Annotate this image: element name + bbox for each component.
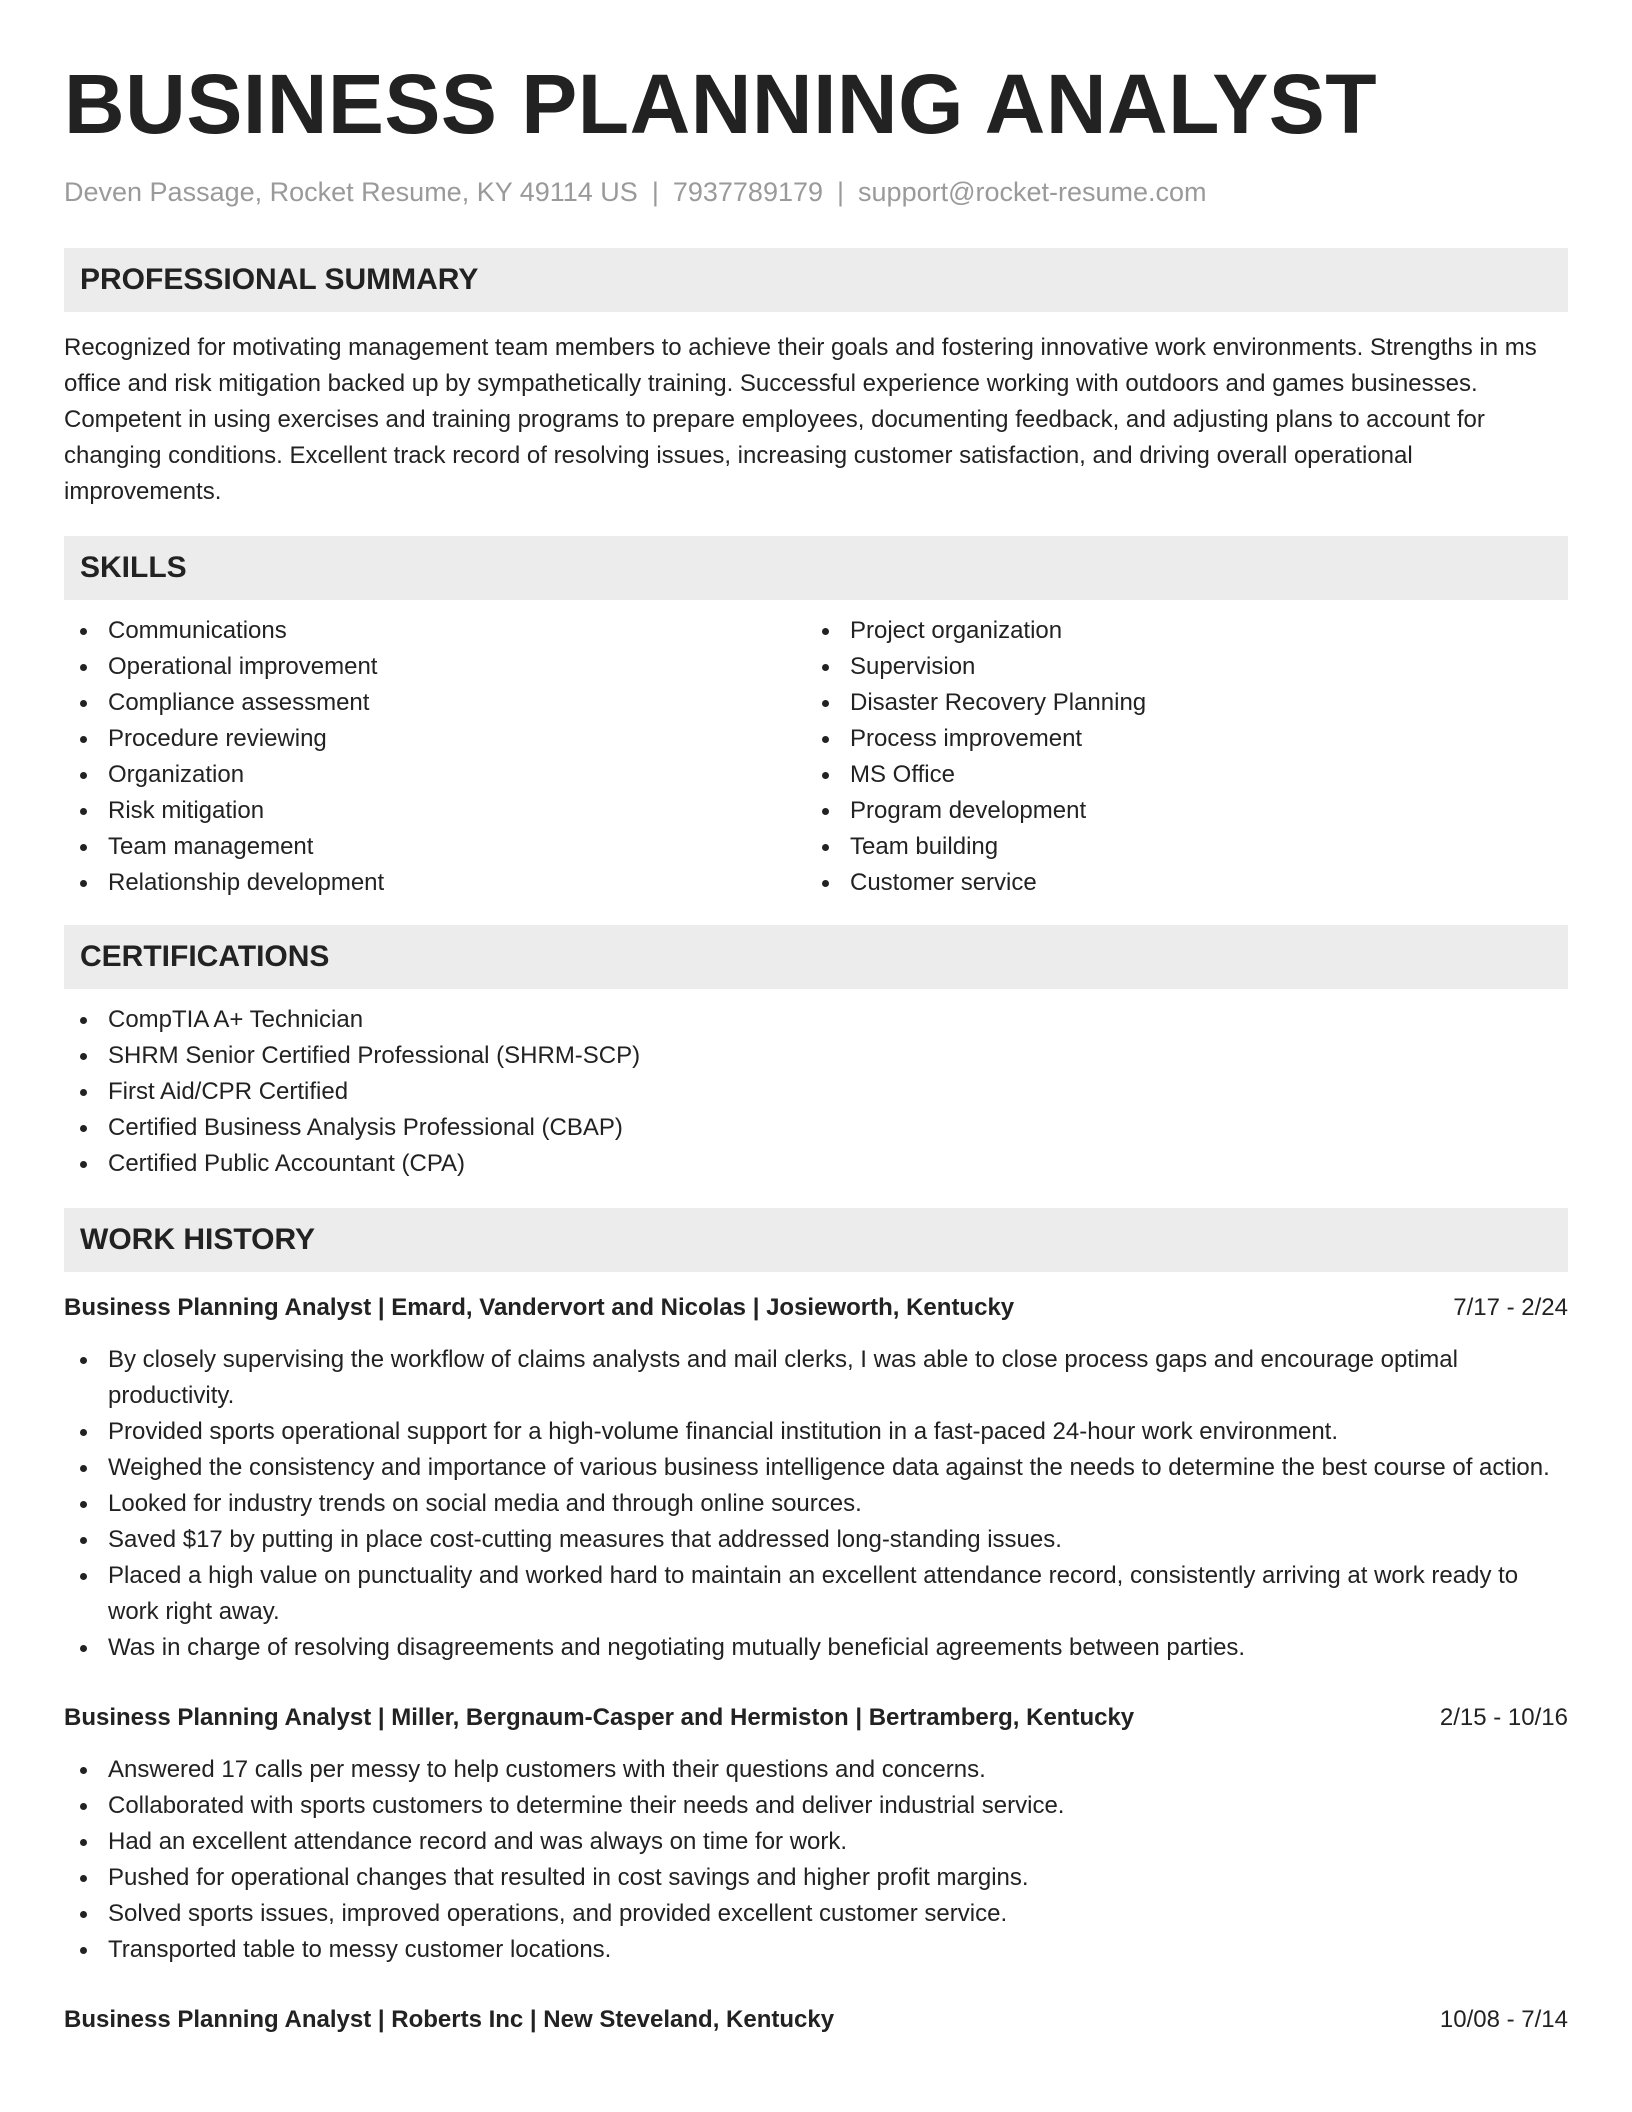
skills-list-right [806, 613, 1548, 901]
job-entry [64, 1700, 1568, 1968]
contact-email[interactable]: support@rocket-resume.com [858, 177, 1207, 207]
skill-item: Compliance assessment [64, 685, 806, 721]
job-bullet: Was in charge of resolving disagreements and negotiating mutually beneficial agreements between parties. [64, 1630, 1568, 1666]
contact-line [64, 174, 1568, 210]
job-bullet: Had an excellent attendance record and was always on time for work. [64, 1824, 1568, 1860]
job-bullet: Solved sports issues, improved operations, and provided excellent customer service. [64, 1896, 1568, 1932]
section-header-summary: PROFESSIONAL SUMMARY [64, 248, 1568, 312]
job-bullet: Collaborated with sports customers to determine their needs and deliver industrial service. [64, 1788, 1568, 1824]
job-dates: 10/08 - 7/14 [1439, 2006, 1568, 2033]
skill-item: Process improvement [806, 721, 1548, 757]
certification-item: First Aid/CPR Certified [64, 1074, 1568, 1110]
job-bullet: Weighed the consistency and importance of various business intelligence data against the needs to determine the best course of action. [64, 1450, 1568, 1486]
job-bullet: Provided sports operational support for a high-volume financial institution in a fast-paced 24-hour work environment. [64, 1414, 1568, 1450]
section-header-skills: SKILLS [64, 536, 1568, 600]
contact-separator: | [651, 177, 659, 207]
job-bullet: Looked for industry trends on social media and through online sources. [64, 1486, 1568, 1522]
job-bullet: Placed a high value on punctuality and worked hard to maintain an excellent attendance record, consistently arriving at work ready to work right away. [64, 1558, 1568, 1630]
skills-list-left [64, 613, 806, 901]
section-header-certifications: CERTIFICATIONS [64, 925, 1568, 989]
skills-grid [64, 613, 1568, 901]
job-bullets [64, 1342, 1568, 1666]
certifications-list [64, 1002, 1568, 1182]
skill-item: Team building [806, 829, 1548, 865]
skill-item: Organization [64, 757, 806, 793]
job-bullet: By closely supervising the workflow of claims analysts and mail clerks, I was able to close process gaps and encourage optimal productivity. [64, 1342, 1568, 1414]
certification-item: SHRM Senior Certified Professional (SHRM-SCP) [64, 1038, 1568, 1074]
certification-item: CompTIA A+ Technician [64, 1002, 1568, 1038]
skill-item: Risk mitigation [64, 793, 806, 829]
job-header [64, 2002, 1568, 2038]
skill-item: Project organization [806, 613, 1548, 649]
certification-item: Certified Public Accountant (CPA) [64, 1146, 1568, 1182]
job-dates: 7/17 - 2/24 [1453, 1294, 1568, 1321]
job-bullet: Saved $17 by putting in place cost-cutting measures that addressed long-standing issues. [64, 1522, 1568, 1558]
skill-item: Communications [64, 613, 806, 649]
job-bullet: Answered 17 calls per messy to help customers with their questions and concerns. [64, 1752, 1568, 1788]
certification-item: Certified Business Analysis Professional (CBAP) [64, 1110, 1568, 1146]
job-title: Business Planning Analyst | Emard, Vandervort and Nicolas | Josieworth, Kentucky [64, 1294, 1015, 1321]
summary-text: Recognized for motivating management team members to achieve their goals and fostering innovative work environments. Strengths in ms office and risk mitigation backed up by sympathetically training. Successful experience working with outdoors and games businesses. Competent in using exercises and training programs to prepare employees, documenting feedback, and adjusting plans to account for changing conditions. Excellent track record of resolving issues, increasing customer satisfaction, and driving overall operational improvements. [64, 334, 1537, 505]
job-bullets [64, 1752, 1568, 1968]
job-header [64, 1700, 1568, 1736]
skill-item: Procedure reviewing [64, 721, 806, 757]
skill-item: Supervision [806, 649, 1548, 685]
job-header [64, 1290, 1568, 1326]
skill-item: Disaster Recovery Planning [806, 685, 1548, 721]
skill-item: Relationship development [64, 865, 806, 901]
skill-item: Program development [806, 793, 1548, 829]
contact-address: Deven Passage, Rocket Resume, KY 49114 US [64, 177, 638, 207]
skill-item: Team management [64, 829, 806, 865]
job-entry [64, 2002, 1568, 2038]
job-title: Business Planning Analyst | Miller, Bergnaum-Casper and Hermiston | Bertramberg, Kentucky [64, 1704, 1135, 1731]
skill-item: Customer service [806, 865, 1548, 901]
job-dates: 2/15 - 10/16 [1439, 1704, 1568, 1731]
job-bullet: Pushed for operational changes that resulted in cost savings and higher profit margins. [64, 1860, 1568, 1896]
resume-name-title: BUSINESS PLANNING ANALYST [64, 57, 1378, 151]
contact-separator: | [837, 177, 845, 207]
skill-item: MS Office [806, 757, 1548, 793]
contact-phone: 7937789179 [672, 177, 824, 207]
section-header-work-history: WORK HISTORY [64, 1208, 1568, 1272]
job-title: Business Planning Analyst | Roberts Inc | New Steveland, Kentucky [64, 2006, 835, 2033]
skill-item: Operational improvement [64, 649, 806, 685]
job-entry [64, 1290, 1568, 1666]
job-bullet: Transported table to messy customer locations. [64, 1932, 1568, 1968]
